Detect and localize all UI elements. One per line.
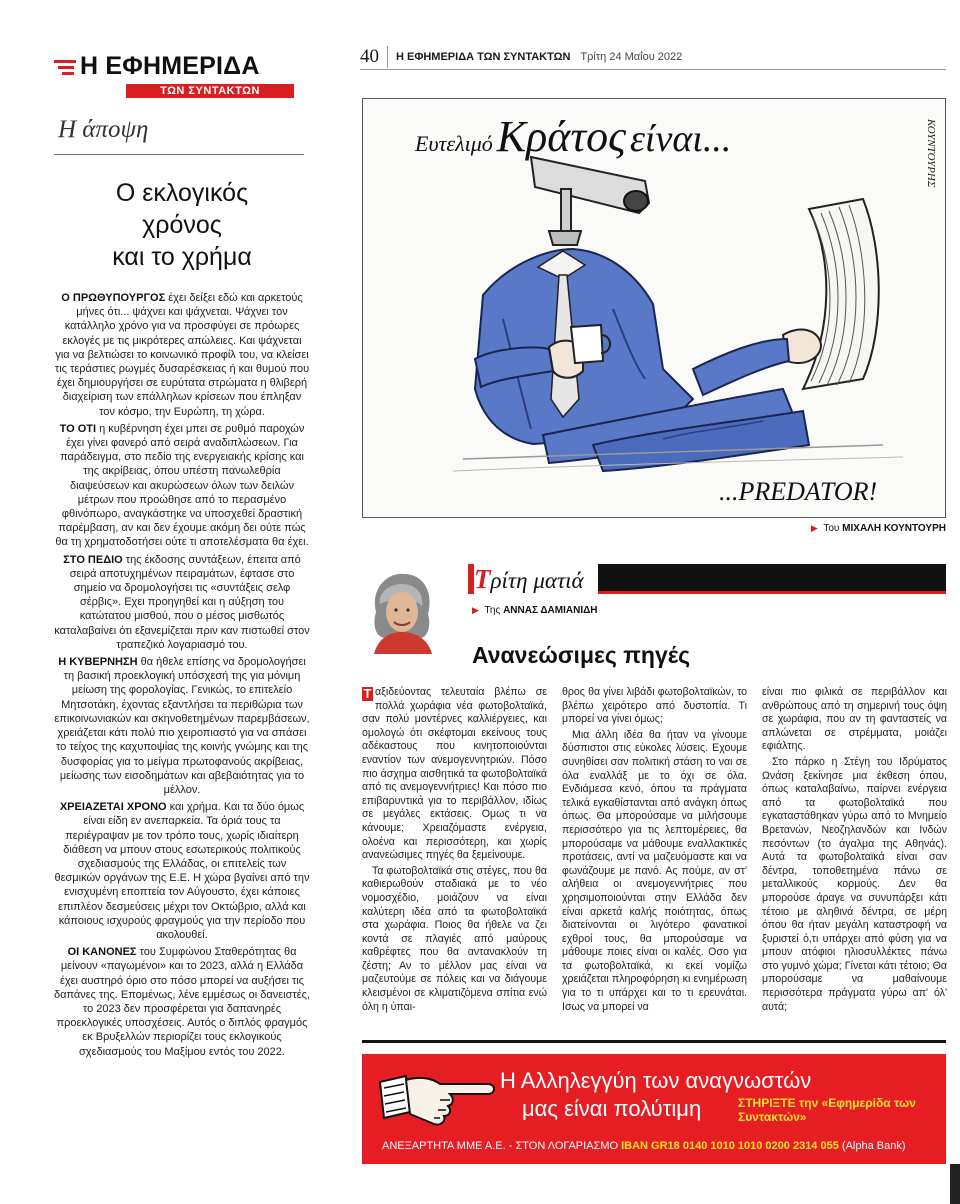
column-paragraph: είναι πιο φιλικά σε περιβάλλον και ανθρώπους από τη σημερινή τους όψη σε χωράφια, που αν τη φανταστείς να απλώνεται σε στρέμματα, μοιάζει εφιάλτης. bbox=[762, 686, 947, 753]
column-text-2 bbox=[562, 686, 747, 1016]
ad-bank-details bbox=[382, 1140, 906, 1152]
caption-small: Ευτελιμό bbox=[415, 131, 493, 156]
column-paragraph: Στο πάρκο η Στέγη του Ιδρύματος Ωνάση ξεκίνησε μια έκθεση όπου, όπως καταλαβαίνω, παίρνει ενέργεια από τα φωτοβολταϊκά που εγκαταστάθηκαν γύρω από το Μνημείο Βρετανών, Νεοζηλανδών και Ινδών πεσόντων (το άγαλμα της Αθηνάς). Αυτά τα φωτοβολταϊκά είναι σαν δέντρα, τοποθετημένα πάνω σε μεταλλικούς κορμούς. Δεν θα μπορούσε άραγε να συνυπάρξει κάτι τέτοιο με αληθινά δέντρα, σε μέρη όπου θα ήταν μεγάλη καταστροφή να ξυριστεί ό,τι υπάρχει από φύση για να μπουν ατόφιοι ηλιοσυλλέκτες πάνω στο γυμνό χώμα; Γίνεται κάτι τέτοιο; Θα μπορούσαμε να μαθαίνουμε περισσότερα πράγματα γύρω απ' όλ' αυτά; bbox=[762, 755, 947, 1013]
surveillance-camera-icon bbox=[531, 157, 649, 245]
logo-stripes-icon bbox=[54, 60, 76, 75]
newspaper bbox=[693, 199, 879, 395]
ad-headline-2: μας είναι πολύτιμη bbox=[522, 1096, 702, 1121]
masthead-logo[interactable] bbox=[54, 52, 310, 81]
credit-prefix: Του bbox=[823, 523, 840, 534]
opinion-paragraph bbox=[54, 945, 310, 1059]
column-section-label[interactable] bbox=[474, 564, 598, 594]
paragraph-text: της έκδοσης συντάξεων, έπειτα από σειρά αποτυχημένων πειραμάτων, έφτασε στο σημείο να δρομολογήσει τις «συντάξεις σελφ σέρβις». Εχει προηγηθεί και η αύξηση του κατώτατου μισθού, που ο μέσος μισθωτός καταλαβαίνει ότι εξανεμίζεται πριν καν πιστωθεί στον τραπεζικό λογαριασμό του. bbox=[54, 553, 310, 651]
ad-iban[interactable]: IBAN GR18 0140 1010 1010 0200 2314 055 bbox=[621, 1140, 839, 1152]
edge-mark bbox=[950, 1164, 960, 1204]
cartoon-frame[interactable] bbox=[362, 98, 946, 518]
byline-name[interactable]: ΑΝΝΑΣ ΔΑΜΙΑΝΙΔΗ bbox=[503, 605, 598, 616]
opinion-title-line: Ο εκλογικός bbox=[115, 179, 249, 207]
opinion-paragraph bbox=[54, 291, 310, 419]
page-header bbox=[360, 44, 946, 70]
opinion-paragraph bbox=[54, 655, 310, 797]
left-column bbox=[54, 52, 310, 1202]
pointing-hand-icon bbox=[376, 1066, 496, 1130]
column-paragraph: θρος θα γίνει λιβάδι φωτοβολταϊκών, το βλέπω χειρότερο από δυστοπία. Τι μπορεί να γίνει όμως; bbox=[562, 686, 747, 726]
paragraph-text: αξιδεύοντας τελευταία βλέπω σε πολλά χωράφια νέα φωτοβολταϊκά, σαν πολύ μοντέρνες καλλιέργειες, και ομολογώ ότι σκέφτομαι εκείνους τους αδέκαστους που κινητοποιούνται εναντίον των ανεμογεννητριών. Πόσο πιο άσχημα αισθητικά τα φωτοβολταϊκά από τις ανεμογεννήτριες! Και πόσο πιο επιβαρυντικά για το περιβάλλον, ιδίως σε μεγάλες εκτάσεις. Ομως τι να κάνουμε; Χρειαζόμαστε ενέργεια, ολοένα και περισσότερη, και χωρίς ανανεώσιμες πηγές θα ξεμείνουμε. bbox=[362, 686, 547, 862]
column-paragraph: Μια άλλη ιδέα θα ήταν να γίνουμε δύσπιστοι στις εύκολες λύσεις. Εχουμε συνηθίσει σαν πολιτική στάση το ναι σε όλα εναλλάξ με το όχι σε όλα. Ενδιάμεσα κενό, όπου τα πράγματα τελικά εγκαθίστανται από ανάγκη όπως όπως. Θα μπορούσαμε να μιλήσουμε περισσότερο για τις λεπτομέρειες, θα μπορούσαμε να μάθουμε εναλλακτικές προτάσεις, αντί να μαζευόμαστε και να φωνάζουμε με πανό. Ας πούμε, αν στ' αλήθεια οι ανεμογεννήτριες που χρησιμοποιούνται στην Ελλάδα δεν είναι αρκετά καλής ποιότητας, όπως διατείνονται οι λιγότερο φανατικοί εχθροί τους, θα μπορούσαμε να μάθουμε ποιες είναι οι καλές. Οσο για τα φωτοβολταϊκά, κι εκεί νομίζω χρειάζεται πληροφόρηση κι ενημέρωση για το τι υπάρχει και το τι ερευνάται. Ισως να μπορεί να bbox=[562, 728, 747, 1013]
caption-big: Κράτος bbox=[496, 112, 626, 161]
column-paragraph bbox=[362, 686, 547, 863]
paragraph-text: έχει δείξει εδώ και αρκετούς μήνες ότι... ψάχνει και ψάχνεται. Ψάχνει τον κατάλληλο χρόνο για να προσφύγει σε πρόωρες εκλογές με τις μικρότερες απώλειες. Και ψάχνεται για να βελτιώσει το κοινωνικό προφίλ του, να κλείσει τις τεράστιες ρωγμές δυσαρέσκειας ή και θυμού που έχει δημιουργήσει σε ευρύτατα στρώματα η θλιβερή διαχείριση των επάλληλων κρίσεων που έπληξαν τον κόσμο, την Ευρώπη, τη χώρα. bbox=[54, 292, 310, 418]
column-title: Ανανεώσιμες πηγές bbox=[472, 642, 691, 668]
opinion-title-line: και το χρήμα bbox=[112, 243, 252, 271]
section-rest: ρίτη ματιά bbox=[490, 568, 584, 593]
paragraph-lead: ΟΙ ΚΑΝΟΝΕΣ bbox=[67, 946, 137, 959]
triangle-icon: ▶ bbox=[810, 523, 818, 533]
opinion-title-line: χρόνος bbox=[142, 211, 222, 239]
paragraph-text: η κυβέρνηση έχει μπει σε ρυθμό παροχών έχει γίνει φανερό από σειρά αναδιπλώσεων. Για παράδειγμα, στο πεδίο της ενεργειακής κρίσης και της ακρίβειας, όπου υπέστη πανωλεθρία διαψεύσεων και ακυρώσεων όλων των δειλών μέτρων που προώθησε από το περασμένο φθινόπωρο, αναγκάστηκε να υποσχεθεί δραστική παρέμβαση, αν και δεν έχουμε ακόμη δει ούτε πώς θα τη χρηματοδοτήσει ούτε τι αποτελέσματα θα έχει. bbox=[55, 422, 309, 549]
paragraph-lead: Η ΚΥΒΕΡΝΗΣΗ bbox=[58, 656, 138, 669]
cartoon-signature: ΚΟΥΝΤΟΥΡΗΣ bbox=[925, 119, 937, 188]
masthead-title: Η ΕΦΗΜΕΡΙΔΑ bbox=[80, 52, 260, 80]
byline-prefix: Της bbox=[484, 605, 501, 616]
caption-end: είναι... bbox=[629, 118, 732, 160]
ad-bank: (Alpha Bank) bbox=[841, 1140, 906, 1152]
opinion-title bbox=[54, 177, 310, 273]
header-paper-name[interactable]: Η ΕΦΗΜΕΡΙΔΑ ΤΩΝ ΣΥΝΤΑΚΤΩΝ bbox=[396, 50, 571, 63]
masthead-subtitle: ΤΩΝ ΣΥΝΤΑΚΤΩΝ bbox=[126, 84, 294, 98]
column-text-1 bbox=[362, 686, 547, 1016]
column-section-bar bbox=[468, 564, 946, 594]
column-paragraph: Τα φωτοβολταϊκά στις στέγες, που θα καθιερωθούν σταδιακά με το νέο νομοσχέδιο, μοιάζουν να είναι καλύτερη ιδέα από τα φωτοβολταϊκά στα χωράφια. Ποιος θα ήθελε να ζει κοντά σε πλαγιές από μαύρους καθρέφτες που θα αντανακλούν τη ζέστη; Αν το μέλλον μας είναι να μαζευτούμε σε πόλεις και να διάγουμε κλεισμένοι σε κλιματιζόμενα σπίτια ενώ όλη η ύπαι- bbox=[362, 864, 547, 1013]
paragraph-lead: ΧΡΕΙΑΖΕΤΑΙ ΧΡΟΝΟ bbox=[59, 801, 167, 814]
paragraph-lead: ΤΟ ΟΤΙ bbox=[59, 422, 97, 435]
ad-top-rule bbox=[362, 1040, 946, 1043]
credit-name[interactable]: ΜΙΧΑΛΗ ΚΟΥΝΤΟΥΡΗ bbox=[842, 523, 946, 534]
columnist-avatar bbox=[366, 568, 438, 654]
ad-bottom-text: ΑΝΕΞΑΡΤΗΤΑ ΜΜΕ Α.Ε. - ΣΤΟΝ ΛΟΓΑΡΙΑΣΜΟ bbox=[382, 1140, 619, 1152]
opinion-body bbox=[54, 291, 310, 1059]
ad-support-text[interactable]: ΣΤΗΡΙΞΤΕ την «Εφημερίδα των Συντακτών» bbox=[738, 1096, 916, 1124]
paragraph-text: θα ήθελε επίσης να δρομολογήσει τη βασική προεκλογική υπόσχεσή της για μόνιμη μείωση της φορολογίας. Γενικώς, το επιτελείο Μητσοτάκη, έχοντας εξαντλήσει τα περιθώρια των επικοινωνιακών και σκηνοθετημένων παρεμβάσεων, χρειάζεται κάτι πολύ πιο χειροπιαστό για να σπάσει το τείχος της καχυποψίας της κοινής γνώμης και της δυσφορίας για το μείγμα πρωτοφανούς ακρίβειας, μείωσης των εισοδημάτων και αβεβαιότητας για το μέλλον. bbox=[54, 656, 310, 796]
column-text-3 bbox=[762, 686, 947, 1016]
header-date: Τρίτη 24 Μαΐου 2022 bbox=[580, 50, 683, 63]
cartoon-credit bbox=[790, 523, 946, 534]
triangle-icon: ▶ bbox=[472, 605, 479, 615]
paragraph-text: και χρήμα. Και τα δύο όμως είναι είδη εν ανεπαρκεία. Τα όριά τους τα περιέγραψαν με τον τρόπο τους, χωρίς ιδιαίτερη διάθεση να μπουν στους εσωτερικούς πολιτικούς σχεδιασμούς της Ελλάδας, οι επιτελείς των θεσμικών οργάνων της Ε.Ε. Η χώρα βγαίνει από την ενισχυμένη εποπτεία τον Αύγουστο, έχει κάποιες επιπλέον δεσμεύσεις μέχρι τον Οκτώβριο, αλλά και κάποιους ισχυρούς φραγμούς για την περίοδο που ακολουθεί. bbox=[54, 801, 310, 941]
column-byline bbox=[472, 605, 598, 616]
paragraph-lead: Ο ΠΡΩΘΥΠΟΥΡΓΟΣ bbox=[61, 292, 166, 304]
cartoon-punchline: ...PREDATOR! bbox=[719, 477, 878, 506]
opinion-paragraph bbox=[54, 553, 310, 652]
ad-headline-1: Η Αλληλεγγύη των αναγνωστών bbox=[500, 1068, 812, 1093]
paragraph-text: του Συμφώνου Σταθερότητας θα μείνουν «παγωμένοι» και το 2023, αλλά η Ελλάδα έχει αυστηρό όριο στο πόσο μπορεί να αυξήσει τις δαπάνες της. Επομένως, λένε εμμέσως οι δανειστές, το 2023 δεν προσφέρεται για δαπανηρές προεκλογικές υποσχέσεις. Αυτός ο διπλός φραγμός εκ Βρυξελλών περιορίζει τους εκλογικούς σχεδιασμούς του Μαξίμου εντός του 2022. bbox=[54, 946, 310, 1058]
opinion-paragraph bbox=[54, 422, 310, 550]
opinion-paragraph bbox=[54, 800, 310, 942]
dropcap: Τ bbox=[363, 686, 372, 701]
section-divider bbox=[54, 154, 304, 155]
paragraph-lead: ΣΤΟ ΠΕΔΙΟ bbox=[63, 553, 123, 566]
cartoon-caption bbox=[415, 111, 731, 162]
solidarity-ad[interactable] bbox=[362, 1054, 946, 1164]
page-number: 40 bbox=[360, 46, 388, 68]
section-first-letter: Τ bbox=[474, 564, 491, 594]
section-label: Η άποψη bbox=[58, 116, 149, 143]
